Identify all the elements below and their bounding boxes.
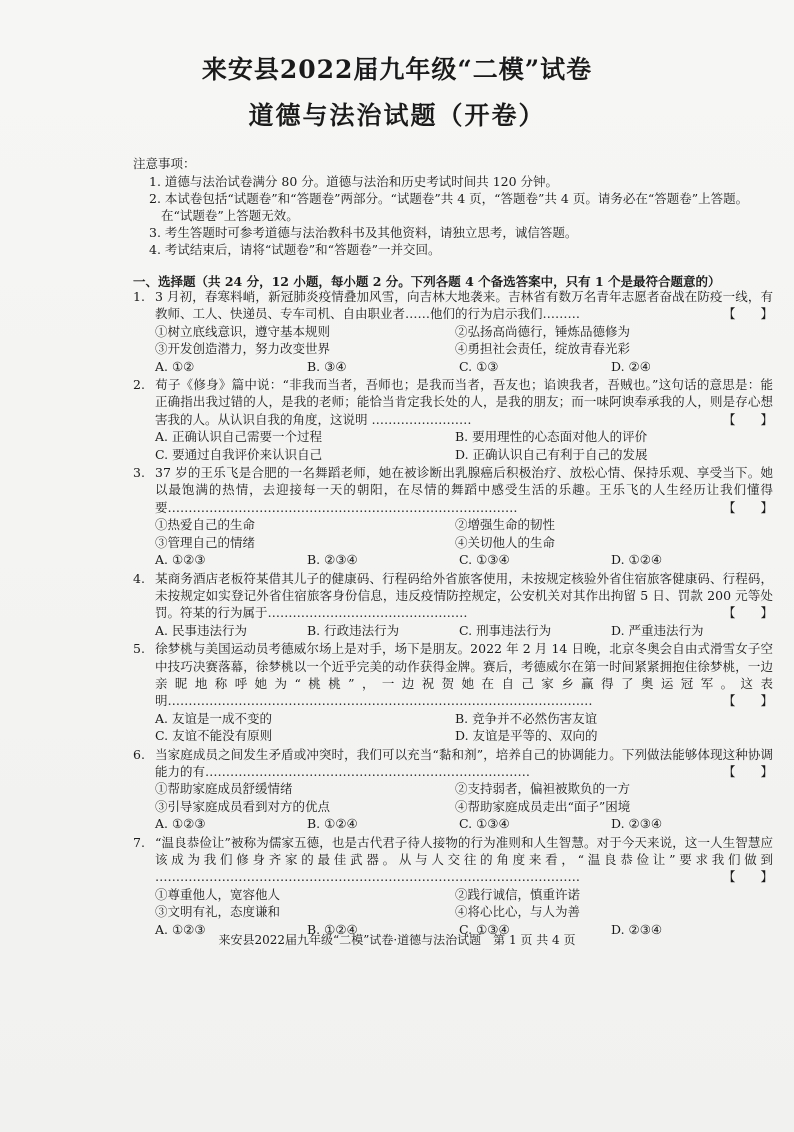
question-stem: 3 月初，春寒料峭，新冠肺炎疫情叠加风雪，向吉林大地袭来。吉林省有数万名青年志愿者奋战在防疫一线，有教师、工人、快递员、专车司机、自由职业者……他们的行为启示我们……… (155, 289, 773, 322)
question-stem: 37 岁的王乐飞是合肥的一名舞蹈老师，她在被诊断出乳腺癌后积极治疗、放松心情、保持乐观、享受当下。她以最饱满的热情，去迎接每一天的朝阳，在尽情的舞蹈中感受生活的乐趣。王乐飞的人生经历让我们懂得要………………………………………………………………………… (155, 465, 773, 515)
choice: D. ②③④ (611, 816, 663, 832)
choice: B. ①②④ (307, 816, 358, 832)
notice-block (133, 155, 773, 258)
question-stem: 某商务酒店老板符某借其儿子的健康码、行程码给外省旅客使用，未按规定核验外省住宿旅客健康码、行程码，未按规定如实登记外省住宿旅客身份信息，违反疫情防控规定，公安机关对其作出拘留 5 日、罚款 200 元等处罚。符某的行为属于………………………………………… (155, 570, 773, 621)
choice: A. ①② (155, 358, 195, 374)
statement: ②增强生命的韧性 (455, 517, 556, 533)
notice-item: 2. 本试卷包括“试题卷”和“答题卷”两部分。“试题卷”共 4 页，“答题卷”共 4 页。请务必在“答题卷”上答题。在“试题卷”上答题无效。 (149, 191, 749, 223)
exam-subtitle: 道德与法治试题（开卷） (248, 101, 546, 130)
answer-bracket: 【 】 (722, 499, 773, 515)
answer-bracket: 【 】 (722, 693, 773, 709)
question-1 (133, 288, 773, 375)
question-number: 6. (133, 746, 145, 762)
question-number: 5. (133, 641, 145, 657)
statement: ②弘扬高尚德行，锤炼品德修为 (455, 323, 631, 339)
page-footer: 来安县2022届九年级“二模”试卷·道德与法治试题 第 1 页 共 4 页 (218, 933, 576, 947)
notice-heading: 注意事项： (133, 156, 196, 171)
question-list (133, 288, 773, 939)
choice: A. 正确认识自己需要一个过程 (155, 429, 322, 445)
choice: D. ②③④ (611, 921, 663, 937)
question-number: 3. (133, 465, 145, 481)
question-number: 2. (133, 377, 145, 393)
notice-item: 4. 考试结束后，请将“试题卷”和“答题卷”一并交回。 (149, 242, 441, 257)
choice: B. ①②④ (307, 921, 358, 937)
question-4 (133, 570, 773, 640)
question-stem: 徐梦桃与美国运动员考德威尔场上是对手，场下是朋友。2022 年 2 月 14 日晚，北京冬奥会自由式滑雪女子空中技巧决赛落幕，徐梦桃以一个近乎完美的动作获得金牌。赛后，考德威尔在第一时间紧紧拥抱住徐梦桃，一边亲昵地称呼她为“桃桃”，一边祝贺她在自己家乡赢得了奥运冠军。这表明………………………………………………………………………………………… (155, 641, 773, 709)
question-6 (133, 746, 773, 833)
statement: ②支持弱者，偏袒被欺负的一方 (455, 781, 631, 797)
statement: ①尊重他人，宽容他人 (155, 886, 281, 902)
statement: ④帮助家庭成员走出“面子”困境 (455, 798, 631, 814)
choice: A. ①②③ (155, 921, 206, 937)
notice-item: 1. 道德与法治试卷满分 80 分。道德与法治和历史考试时间共 120 分钟。 (149, 174, 559, 189)
question-number: 1. (133, 289, 145, 304)
question-7 (133, 834, 773, 938)
choice: C. ①③④ (459, 552, 510, 568)
choice: D. 友谊是平等的、双向的 (455, 728, 598, 744)
statement: ③管理自己的情绪 (155, 534, 256, 550)
choice: C. ①③④ (459, 921, 510, 937)
question-number: 4. (133, 570, 145, 586)
question-stem: “温良恭俭让”被称为儒家五德，也是古代君子待人接物的行为准则和人生智慧。对于今天来说，这一人生智慧应该成为我们修身齐家的最佳武器。从与人交往的角度来看，“温良恭俭让”要求我们做到 ………………………………………………………………………………………… (155, 834, 773, 885)
choice: B. 行政违法行为 (307, 622, 400, 638)
choice: A. 民事违法行为 (155, 622, 247, 638)
statement: ①热爱自己的生命 (155, 517, 256, 533)
answer-bracket: 【 】 (722, 605, 773, 621)
choice: B. 要用理性的心态面对他人的评价 (455, 429, 648, 445)
question-stem: 荀子《修身》篇中说：“非我而当者，吾师也；是我而当者，吾友也；谄谀我者，吾贼也。”这句话的意思是：能正确指出我过错的人，是我的老师；能恰当肯定我长处的人，是我的朋友；而一味阿谀奉承我的人，则是存心想害我的人。从认识自我的角度，这说明 …………………… (155, 377, 773, 427)
statement: ③文明有礼，态度谦和 (155, 904, 281, 920)
question-3 (133, 464, 773, 568)
choice: A. ①②③ (155, 552, 206, 568)
choice: A. 友谊是一成不变的 (155, 710, 272, 726)
choice: A. ①②③ (155, 816, 206, 832)
choice: D. 正确认识自己有利于自己的发展 (455, 446, 648, 462)
choice: D. ②④ (611, 358, 651, 374)
choice: B. 竞争并不必然伤害友谊 (455, 710, 598, 726)
choice: C. 要通过自我评价来认识自己 (155, 446, 323, 462)
statement: ①树立底线意识，遵守基本规则 (155, 323, 331, 339)
choice: C. 友谊不能没有原则 (155, 728, 273, 744)
choice: B. ③④ (307, 358, 347, 374)
statement: ④勇担社会责任，绽放青春光彩 (455, 341, 631, 357)
question-2 (133, 376, 773, 463)
choice: B. ②③④ (307, 552, 358, 568)
statement: ③引导家庭成员看到对方的优点 (155, 798, 331, 814)
choice: C. 刑事违法行为 (459, 622, 552, 638)
section-title: 一、选择题（共 24 分，12 小题，每小题 2 分。下列各题 4 个备选答案中，只有 1 个是最符合题意的） (133, 274, 721, 289)
statement: ④关切他人的生命 (455, 534, 556, 550)
answer-bracket: 【 】 (722, 411, 773, 427)
question-5 (133, 640, 773, 744)
choice: C. ①③④ (459, 816, 510, 832)
answer-bracket: 【 】 (722, 763, 773, 779)
question-number: 7. (133, 834, 145, 850)
answer-bracket: 【 】 (722, 869, 773, 885)
choice: C. ①③ (459, 358, 499, 374)
statement: ②践行诚信，慎重许诺 (455, 886, 581, 902)
notice-item: 3. 考生答题时可参考道德与法治教科书及其他资料，请独立思考，诚信答题。 (149, 225, 578, 240)
question-stem: 当家庭成员之间发生矛盾或冲突时，我们可以充当“黏和剂”，培养自己的协调能力。下列做法能够体现这种协调能力的有…………………………………………………………………… (155, 746, 773, 779)
exam-title: 来安县2022届九年级“二模”试卷 (201, 55, 593, 84)
statement: ③开发创造潜力，努力改变世界 (155, 341, 331, 357)
statement: ④将心比心，与人为善 (455, 904, 581, 920)
choice: D. ①②④ (611, 552, 663, 568)
answer-bracket: 【 】 (722, 306, 773, 322)
statement: ①帮助家庭成员舒缓情绪 (155, 781, 293, 797)
choice: D. 严重违法行为 (611, 622, 704, 638)
